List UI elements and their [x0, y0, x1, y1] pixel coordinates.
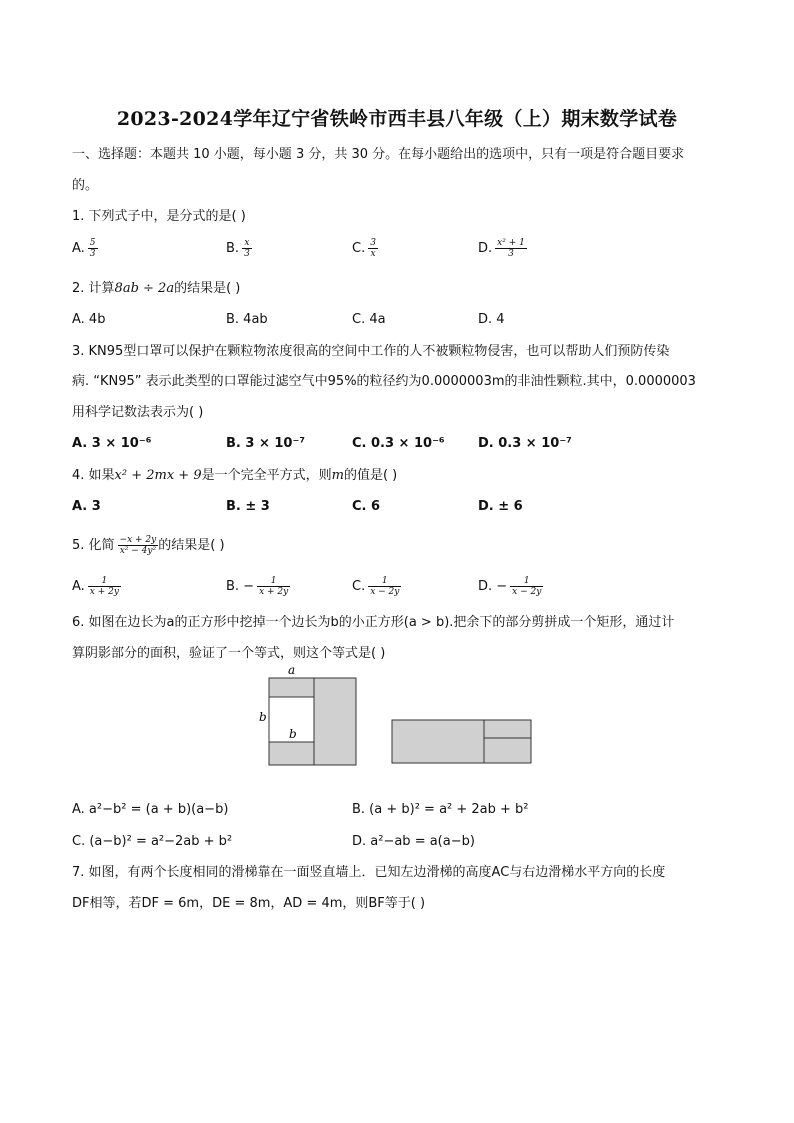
- q1-option-b: B. $\frac{x}{3}$: [226, 238, 250, 259]
- page-title: 2023-2024学年辽宁省铁岭市西丰县八年级（上）期末数学试卷: [116, 108, 678, 130]
- label-b-left: b: [259, 710, 267, 724]
- q5-a-fraction: $\frac{1}{x + 2y}$: [89, 576, 119, 597]
- q3-stem-line3: 用科学记数法表示为( ): [72, 405, 204, 420]
- label-b-bottom: b: [289, 727, 297, 741]
- q6-figure: [250, 660, 550, 772]
- q5-stem-fraction: $\frac{-x + 2y}{\text{x² − 4y²}}$: [119, 535, 157, 556]
- q4-option-d: D. ± 6: [478, 499, 523, 514]
- q3-stem-line1: 3. KN95型口罩可以保护在颗粒物浓度很高的空间中工作的人不被颗粒物侵害，也可以帮助人们预防传染: [72, 344, 670, 359]
- q3-stem-line2: 病. “KN95” 表示此类型的口罩能过滤空气中95%的粒径约为0.0000003m的非油性颗粒.其中，0.0000003: [72, 374, 696, 389]
- q3-option-c: C. 0.3 × 10⁻⁶: [352, 436, 445, 451]
- q2-option-d: D. 4: [478, 312, 505, 327]
- q6-option-b: B. (a + b)² = a² + 2ab + b²: [352, 802, 529, 817]
- q1-c-fraction: $\frac{3}{x}$: [370, 238, 376, 259]
- q4-option-b: B. ± 3: [226, 499, 270, 514]
- section-instructions-line1: 一、选择题：本题共 10 小题，每小题 3 分，共 30 分。在每小题给出的选项中，只有一项是符合题目要求: [72, 147, 685, 162]
- q7-stem-line1: 7. 如图，有两个长度相同的滑梯靠在一面竖直墙上．已知左边滑梯的高度AC与右边滑梯水平方向的长度: [72, 865, 666, 880]
- q5-stem: 5. 化简 $\frac{-x + 2y}{\text{x² − 4y²}}$ 的结果是( ): [72, 535, 225, 556]
- q1-option-d: D. $\frac{\text{x² + 1}}{3}$: [478, 238, 525, 259]
- q5-b-fraction: $\frac{1}{x + 2y}$: [259, 576, 289, 597]
- section-instructions-line2: 的。: [72, 178, 99, 193]
- q4-option-a: A. 3: [72, 499, 101, 514]
- q1-a-fraction: $\frac{5}{3}$: [89, 238, 96, 259]
- q1-d-fraction: $\frac{\text{x² + 1}}{3}$: [497, 238, 525, 259]
- q2-option-a: A. 4b: [72, 312, 106, 327]
- q6-stem-line1: 6. 如图在边长为a的正方形中挖掉一个边长为b的小正方形(a > b).把余下的部分剪拼成一个矩形，通过计: [72, 615, 675, 630]
- q6-stem-line2: 算阴影部分的面积，验证了一个等式，则这个等式是( ): [72, 646, 386, 661]
- q6-option-d: D. a²−ab = a(a−b): [352, 834, 475, 849]
- q2-stem: 2. 计算8ab ÷ 2a的结果是( ): [72, 281, 241, 296]
- q4-option-c: C. 6: [352, 499, 381, 514]
- q2-option-b: B. 4ab: [226, 312, 268, 327]
- q1-stem: 1. 下列式子中，是分式的是( ): [72, 209, 246, 224]
- q5-option-d: D. − $\frac{1}{x - 2y}$: [478, 576, 542, 597]
- q3-option-b: B. 3 × 10⁻⁷: [226, 436, 306, 451]
- q6-option-c: C. (a−b)² = a²−2ab + b²: [72, 834, 233, 849]
- q3-option-a: A. 3 × 10⁻⁶: [72, 436, 152, 451]
- q3-option-d: D. 0.3 × 10⁻⁷: [478, 436, 572, 451]
- q7-stem-line2: DF相等，若DF = 6m，DE = 8m，AD = 4m，则BF等于( ): [72, 896, 426, 911]
- q2-option-c: C. 4a: [352, 312, 386, 327]
- q5-option-c: C. $\frac{1}{x - 2y}$: [352, 576, 400, 597]
- q1-option-a: A. $\frac{5}{3}$: [72, 238, 96, 259]
- q5-c-fraction: $\frac{1}{x - 2y}$: [370, 576, 400, 597]
- q4-stem: 4. 如果x² + 2mx + 9是一个完全平方式，则m的值是( ): [72, 468, 398, 483]
- q5-option-a: A. $\frac{1}{x + 2y}$: [72, 576, 119, 597]
- result-rectangle: [392, 720, 531, 763]
- q5-option-b: B. − $\frac{1}{x + 2y}$: [226, 576, 289, 597]
- q1-option-c: C. $\frac{3}{x}$: [352, 238, 376, 259]
- q6-option-a: A. a²−b² = (a + b)(a−b): [72, 802, 229, 817]
- q1-b-fraction: $\frac{x}{3}$: [244, 238, 250, 259]
- q5-d-fraction: $\frac{1}{x - 2y}$: [512, 576, 542, 597]
- label-a: a: [288, 663, 296, 677]
